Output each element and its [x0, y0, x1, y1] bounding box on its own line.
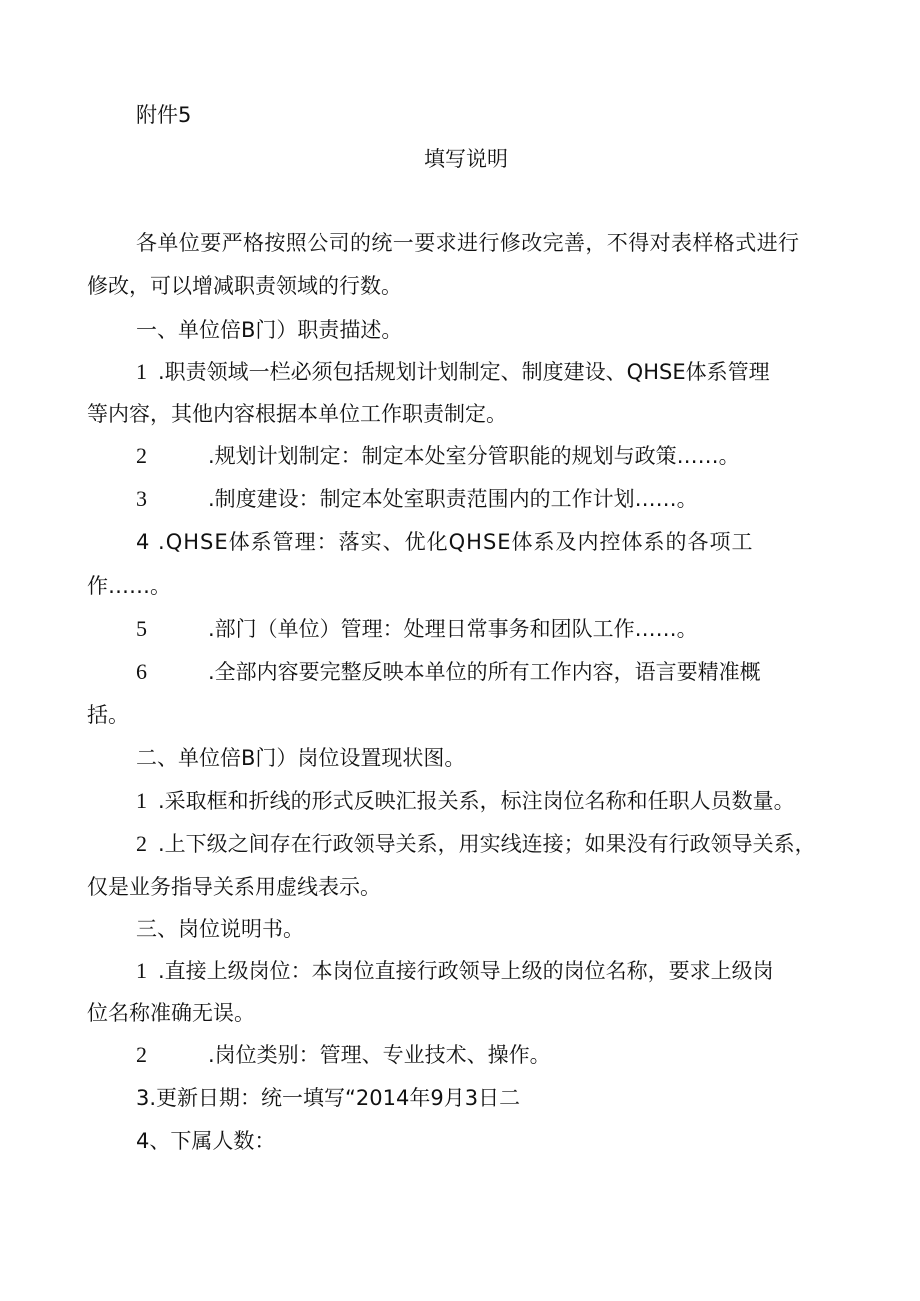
- section1-item4-text-cont: 作……。: [87, 574, 171, 598]
- section2-item2-number: 2: [136, 831, 147, 856]
- section3-item3-text: 3.更新日期：统一填写“2014年9月3日二: [136, 1086, 521, 1110]
- section1-item6-text-cont: 括。: [87, 703, 129, 727]
- section1-item2-number: 2: [136, 443, 147, 468]
- section3-item4-text: 4、下属人数：: [136, 1129, 276, 1153]
- intro-line-1: 各单位要严格按照公司的统一要求进行修改完善，不得对表样格式进行: [136, 231, 800, 255]
- section1-item2-text: .规划计划制定：制定本处室分管职能的规划与政策……。: [208, 444, 740, 468]
- section3-item1-number: 1: [136, 958, 147, 983]
- section2-item1-text: .采取框和折线的形式反映汇报关系，标注岗位名称和任职人员数量。: [158, 789, 795, 813]
- intro-line-2: 修改，可以增减职责领域的行数。: [87, 274, 402, 298]
- section1-item6-number: 6: [136, 659, 147, 684]
- section2-item2-text-cont: 仅是业务指导关系用虚线表示。: [87, 875, 381, 899]
- document-title: 填写说明: [424, 147, 508, 171]
- section2-item1-number: 1: [136, 788, 147, 813]
- section1-item1-text: .职责领域一栏必须包括规划计划制定、制度建设、QHSE体系管理: [158, 360, 770, 384]
- section2-item2-text: .上下级之间存在行政领导关系，用实线连接；如果没有行政领导关系，: [158, 832, 816, 856]
- section1-item3-text: .制度建设：制定本处室职责范围内的工作计划……。: [208, 487, 698, 511]
- section1-item3-number: 3: [136, 486, 147, 511]
- section1-heading: 一、单位倍B门）职责描述。: [136, 318, 403, 342]
- section1-item4-text: 4 .QHSE体系管理：落实、优化QHSE体系及内控体系的各项工: [136, 530, 754, 554]
- attachment-label: 附件5: [136, 103, 192, 127]
- section3-item2-text: .岗位类别：管理、专业技术、操作。: [208, 1043, 551, 1067]
- section3-heading: 三、岗位说明书。: [136, 917, 304, 941]
- section3-item1-text-cont: 位名称准确无误。: [87, 1001, 255, 1025]
- section1-item5-number: 5: [136, 616, 147, 641]
- section1-item1-number: 1: [136, 359, 147, 384]
- section1-item5-text: .部门（单位）管理：处理日常事务和团队工作……。: [208, 617, 698, 641]
- section3-item2-number: 2: [136, 1042, 147, 1067]
- section3-item1-text: .直接上级岗位：本岗位直接行政领导上级的岗位名称，要求上级岗: [158, 959, 774, 983]
- section1-item6-text: .全部内容要完整反映本单位的所有工作内容，语言要精准概: [208, 660, 761, 684]
- section1-item1-text-cont: 等内容，其他内容根据本单位工作职责制定。: [87, 402, 507, 426]
- section2-heading: 二、单位倍B门）岗位设置现状图。: [136, 746, 466, 770]
